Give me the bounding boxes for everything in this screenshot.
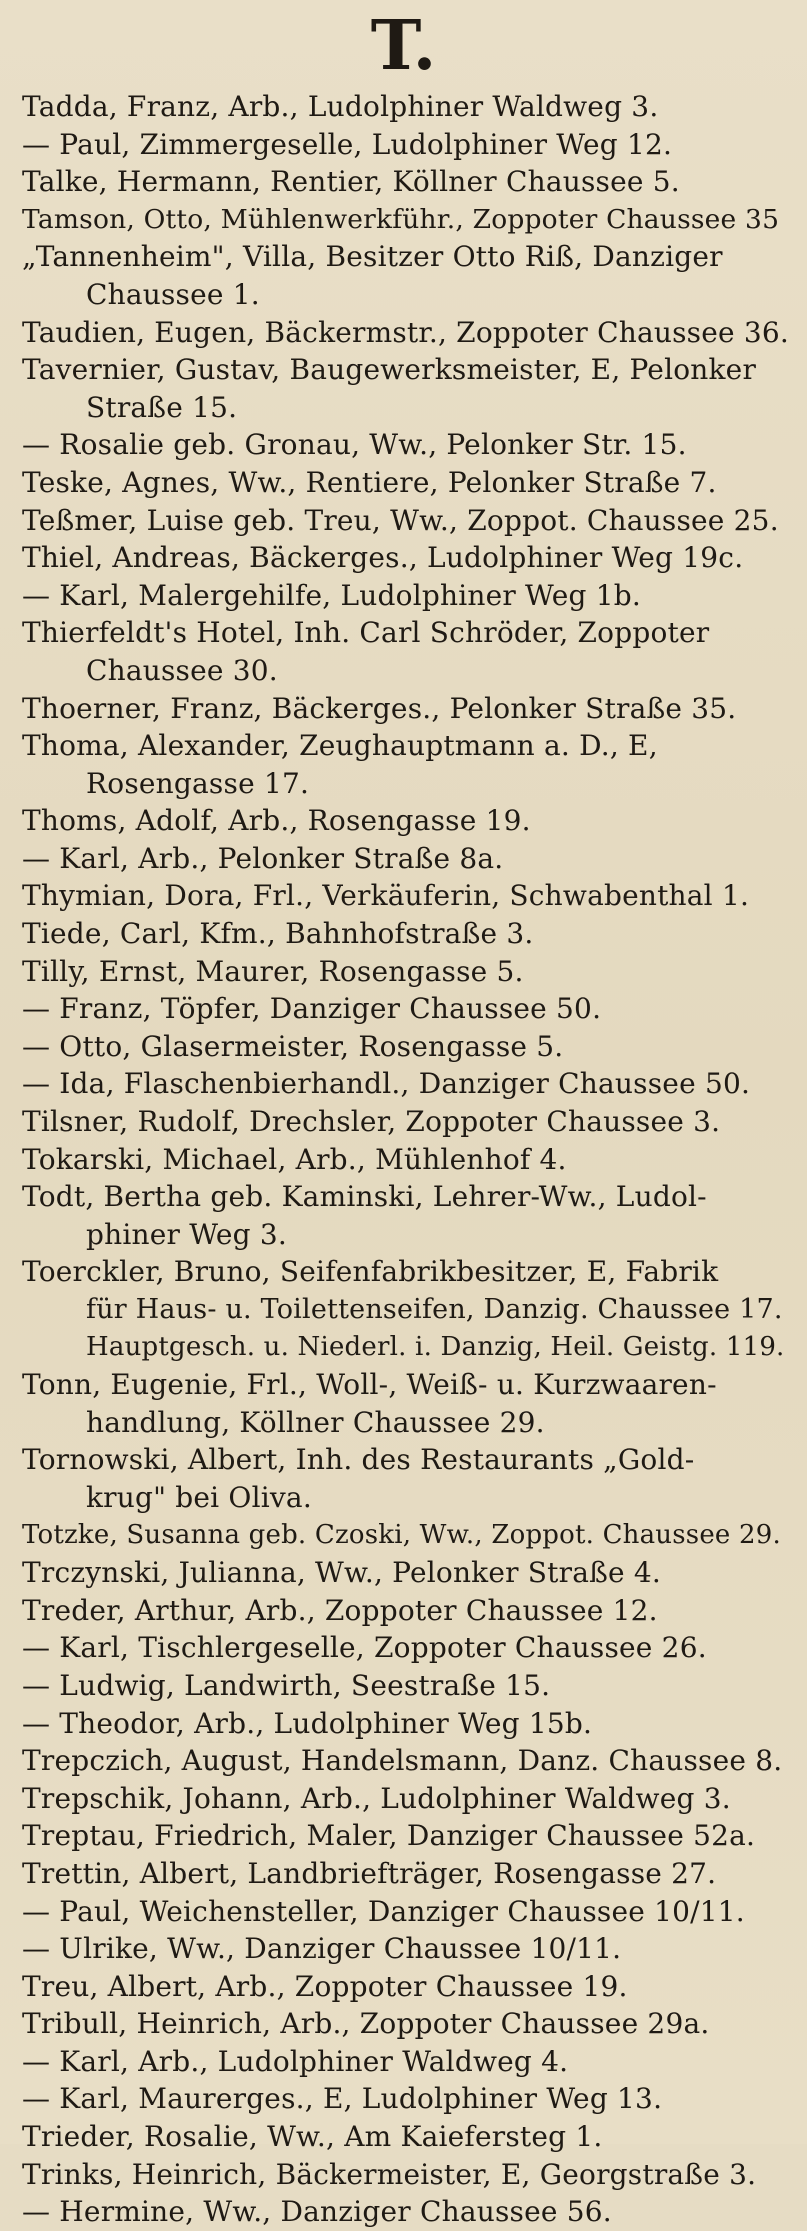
section-letter-heading: T. (370, 6, 437, 86)
directory-entry-line: Tilsner, Rudolf, Drechsler, Zoppoter Chaussee 3. (22, 1105, 721, 1139)
directory-entry-line: Treu, Albert, Arb., Zoppoter Chaussee 19. (22, 1969, 628, 2003)
directory-entry-line: Toerckler, Bruno, Seifenfabrikbesitzer, E, Fabrik (22, 1255, 719, 1289)
directory-entry-line: — Ida, Flaschenbierhandl., Danziger Chaussee 50. (22, 1067, 751, 1101)
directory-entry-line: — Franz, Töpfer, Danziger Chaussee 50. (22, 992, 602, 1026)
entry-continuation-line: Straße 15. (86, 390, 238, 424)
directory-entry-line: — Paul, Zimmergeselle, Ludolphiner Weg 12. (22, 127, 673, 161)
directory-entry-line: — Karl, Arb., Pelonker Straße 8a. (22, 841, 504, 875)
directory-entry-line: — Karl, Tischlergeselle, Zoppoter Chaussee 26. (22, 1631, 707, 1665)
directory-entries (22, 88, 792, 2231)
directory-entry-line: Tornowski, Albert, Inh. des Restaurants „Gold- (22, 1443, 695, 1477)
directory-entry-line: Tokarski, Michael, Arb., Mühlenhof 4. (22, 1142, 567, 1176)
directory-entry-line: Thoma, Alexander, Zeughauptmann a. D., E, (22, 729, 658, 763)
entry-continuation-line: Rosengasse 17. (86, 766, 310, 800)
directory-entry-line: Tadda, Franz, Arb., Ludolphiner Waldweg 3. (22, 90, 659, 123)
directory-entry-line: Totzke, Susanna geb. Czoski, Ww., Zoppot. Chaussee 29. (22, 1519, 781, 1550)
directory-entry-line: Thoerner, Franz, Bäckerges., Pelonker Straße 35. (22, 691, 737, 725)
directory-entry-line: Tribull, Heinrich, Arb., Zoppoter Chaussee 29a. (22, 2007, 710, 2041)
directory-entry-line: Treder, Arthur, Arb., Zoppoter Chaussee 12. (22, 1593, 658, 1627)
directory-entry-line: Teske, Agnes, Ww., Rentiere, Pelonker Straße 7. (22, 465, 717, 499)
directory-entry-line: — Ludwig, Landwirth, Seestraße 15. (22, 1668, 551, 1702)
directory-entry-line: Tilly, Ernst, Maurer, Rosengasse 5. (22, 954, 524, 988)
directory-entry-line: Thierfeldt's Hotel, Inh. Carl Schröder, Zoppoter (22, 616, 710, 650)
directory-entry-line: Teßmer, Luise geb. Treu, Ww., Zoppot. Chaussee 25. (22, 503, 779, 537)
directory-entry-line: — Theodor, Arb., Ludolphiner Weg 15b. (22, 1706, 593, 1740)
entry-continuation-line: Hauptgesch. u. Niederl. i. Danzig, Heil. Geistg. 119. (86, 1331, 785, 1362)
directory-entry-line: Todt, Bertha geb. Kaminski, Lehrer-Ww., Ludol- (22, 1180, 707, 1214)
entry-continuation-line: handlung, Köllner Chaussee 29. (86, 1405, 545, 1439)
directory-entry-line: Tonn, Eugenie, Frl., Woll-, Weiß- u. Kurzwaaren- (22, 1368, 717, 1402)
directory-entry-line: Thoms, Adolf, Arb., Rosengasse 19. (22, 804, 531, 838)
directory-entry-line: Tamson, Otto, Mühlenwerkführ., Zoppoter Chaussee 35 (22, 203, 780, 235)
directory-entry-line: Thymian, Dora, Frl., Verkäuferin, Schwabenthal 1. (22, 879, 750, 913)
entry-continuation-line: krug" bei Oliva. (86, 1480, 312, 1514)
entry-continuation-line: Chaussee 30. (86, 653, 278, 687)
directory-entry-line: — Otto, Glasermeister, Rosengasse 5. (22, 1029, 564, 1063)
directory-entry-line: Talke, Hermann, Rentier, Köllner Chaussee 5. (22, 165, 680, 199)
directory-entry-line: — Karl, Arb., Ludolphiner Waldweg 4. (22, 2044, 569, 2078)
directory-entry-line: Thiel, Andreas, Bäckerges., Ludolphiner Weg 19c. (22, 541, 744, 575)
directory-entry-line: Trinks, Heinrich, Bäckermeister, E, Georgstraße 3. (22, 2157, 757, 2191)
directory-entry-line: Trieder, Rosalie, Ww., Am Kaiefersteg 1. (22, 2120, 603, 2154)
directory-entry-line: Trettin, Albert, Landbriefträger, Rosengasse 27. (22, 1856, 717, 1890)
directory-entry-line: — Ulrike, Ww., Danziger Chaussee 10/11. (22, 1932, 622, 1966)
directory-entry-line: Taudien, Eugen, Bäckermstr., Zoppoter Chaussee 36. (22, 315, 789, 349)
directory-entry-line: Trczynski, Julianna, Ww., Pelonker Straße 4. (22, 1556, 662, 1590)
directory-entry-line: Tavernier, Gustav, Baugewerksmeister, E, Pelonker (22, 353, 757, 387)
entry-continuation-line: phiner Weg 3. (86, 1217, 288, 1251)
directory-entry-line: Treptau, Friedrich, Maler, Danziger Chaussee 52a. (22, 1819, 756, 1853)
directory-entry-line: — Karl, Malergehilfe, Ludolphiner Weg 1b. (22, 578, 641, 612)
directory-entry-line: „Tannenheim", Villa, Besitzer Otto Riß, Danziger (22, 240, 723, 274)
directory-entry-line: — Paul, Weichensteller, Danziger Chaussee 10/11. (22, 1894, 745, 1928)
entry-continuation-line: für Haus- u. Toilettenseifen, Danzig. Chaussee 17. (86, 1294, 783, 1325)
directory-entry-line: Tiede, Carl, Kfm., Bahnhofstraße 3. (22, 917, 534, 951)
directory-entry-line: — Rosalie geb. Gronau, Ww., Pelonker Str. 15. (22, 428, 687, 462)
directory-entry-line: — Karl, Maurerges., E, Ludolphiner Weg 13. (22, 2082, 663, 2116)
entry-continuation-line: Chaussee 1. (86, 277, 260, 311)
directory-entry-line: Trepschik, Johann, Arb., Ludolphiner Waldweg 3. (22, 1781, 731, 1815)
directory-entry-line: — Hermine, Ww., Danziger Chaussee 56. (22, 2195, 612, 2229)
directory-entry-line: Trepczich, August, Handelsmann, Danz. Chaussee 8. (22, 1744, 783, 1778)
